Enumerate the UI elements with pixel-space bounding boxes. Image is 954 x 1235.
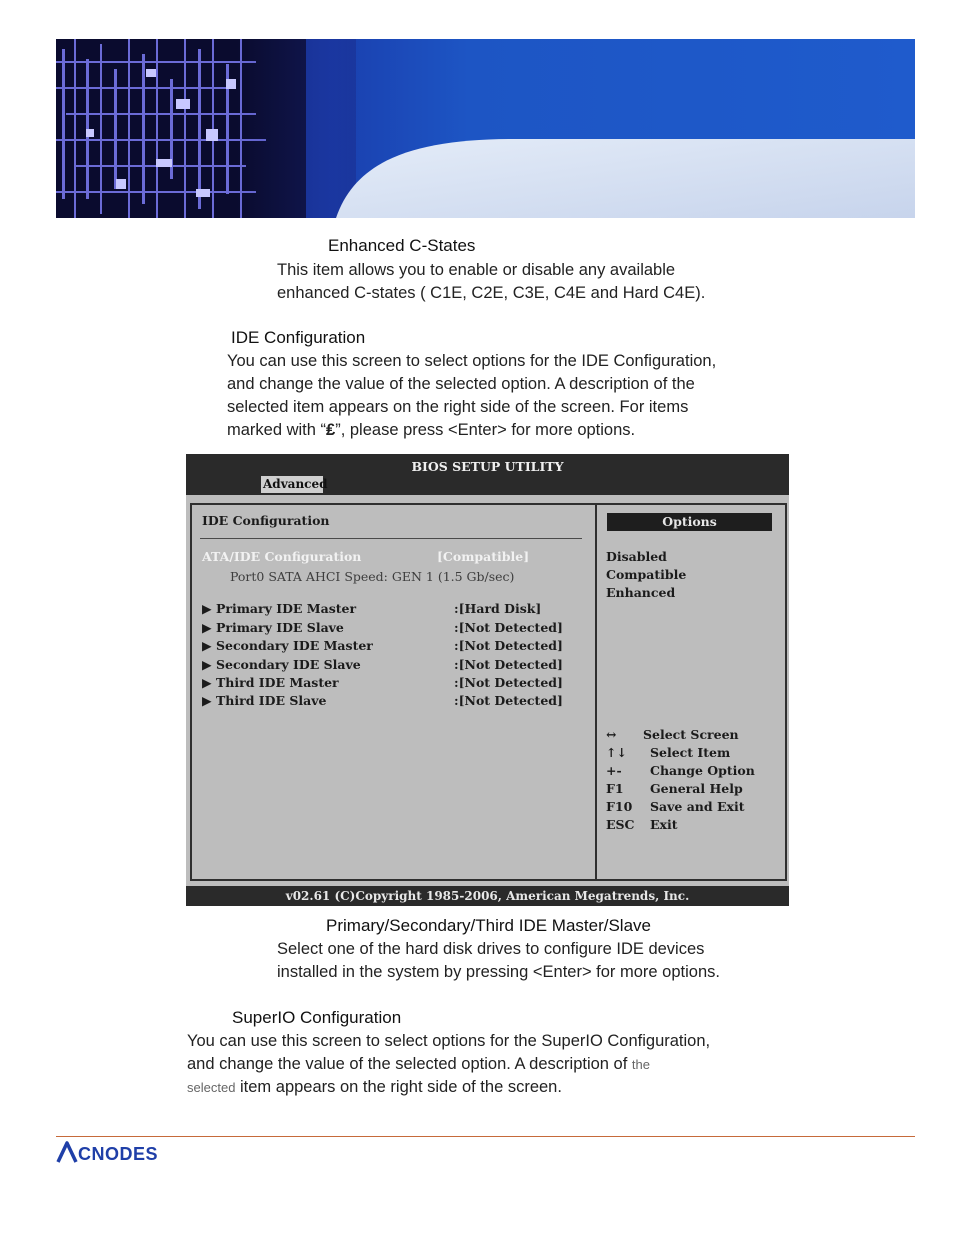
device-label: Third IDE Master — [215, 675, 339, 690]
text-line — [187, 1076, 710, 1099]
svg-text:CNODES: CNODES — [78, 1144, 159, 1164]
key-desc: General Help — [650, 781, 743, 796]
device-label: Secondary IDE Slave — [215, 657, 361, 672]
text-fragment: selected — [187, 1080, 236, 1095]
c-states-heading: Enhanced C-States — [328, 236, 476, 255]
device-value: :[Not Detected] — [454, 675, 563, 690]
ata-ide-config-label[interactable]: ATA/IDE Configuration — [202, 549, 362, 564]
key-arrows-lr: ↔ — [606, 727, 617, 742]
header-banner — [56, 39, 915, 218]
text-fragment: marked with “ — [227, 421, 327, 439]
acnodes-logo — [56, 1140, 216, 1164]
key-desc: Select Item — [650, 745, 731, 760]
bios-panel-title: IDE Configuration — [202, 513, 330, 528]
device-row-primary-master[interactable]: ▶ Primary IDE Master — [202, 601, 357, 616]
device-value: :[Not Detected] — [454, 693, 563, 708]
key-desc: Select Screen — [643, 727, 739, 742]
options-header: Options — [607, 513, 772, 531]
key-esc: ESC — [606, 817, 635, 832]
device-row-third-master[interactable]: ▶ Third IDE Master — [202, 675, 339, 690]
key-desc: Change Option — [650, 763, 755, 778]
text-line: installed in the system by pressing <Enter> for more options. — [277, 963, 720, 981]
bios-screenshot — [186, 454, 789, 906]
divider — [200, 538, 582, 539]
bios-help-panel — [595, 503, 787, 881]
device-value: :[Not Detected] — [454, 620, 563, 635]
bios-main-panel — [190, 503, 597, 881]
superio-heading: SuperIO Configuration — [232, 1008, 402, 1027]
device-label: Primary IDE Master — [215, 601, 357, 616]
key-arrows-ud: ↑↓ — [606, 745, 627, 760]
device-value: :[Hard Disk] — [454, 601, 542, 616]
text-line — [227, 419, 716, 442]
key-desc: Exit — [650, 817, 678, 832]
text-line: You can use this screen to select options for the IDE Configuration, — [227, 352, 717, 370]
master-slave-heading: Primary/Secondary/Third IDE Master/Slave — [326, 916, 651, 935]
key-desc: Save and Exit — [650, 799, 745, 814]
text-line: You can use this screen to select options for the SuperIO Configuration, — [187, 1032, 711, 1050]
bios-title-bar — [186, 454, 789, 495]
banner-wave-graphic — [56, 39, 915, 218]
footer-rule — [56, 1136, 915, 1137]
superio-description — [187, 1030, 710, 1099]
device-row-secondary-slave[interactable]: ▶ Secondary IDE Slave — [202, 657, 361, 672]
device-value: :[Not Detected] — [454, 638, 563, 653]
port-speed-info: Port0 SATA AHCI Speed: GEN 1 (1.5 Gb/sec) — [230, 569, 515, 584]
text-line: Select one of the hard disk drives to configure IDE devices — [277, 940, 705, 958]
submenu-symbol: ₤ — [326, 421, 336, 439]
option-disabled[interactable]: Disabled — [606, 549, 667, 564]
text-fragment: and change the value of the selected option. A description of — [187, 1055, 628, 1073]
option-compatible[interactable]: Compatible — [606, 567, 687, 582]
text-line — [187, 1053, 710, 1076]
text-line: enhanced C-states ( C1E, C2E, C3E, C4E and Hard C4E). — [277, 284, 706, 302]
device-label: Third IDE Slave — [215, 693, 327, 708]
device-value: :[Not Detected] — [454, 657, 563, 672]
key-plus-minus: +- — [606, 763, 622, 778]
device-label: Secondary IDE Master — [215, 638, 373, 653]
option-enhanced[interactable]: Enhanced — [606, 585, 676, 600]
text-fragment: item appears on the right side of the screen. — [235, 1078, 562, 1096]
device-row-third-slave[interactable]: ▶ Third IDE Slave — [202, 693, 327, 708]
bios-copyright: v02.61 (C)Copyright 1985-2006, American Megatrends, Inc. — [186, 886, 789, 906]
text-line: This item allows you to enable or disable any available — [277, 261, 676, 279]
device-row-secondary-master[interactable]: ▶ Secondary IDE Master — [202, 638, 373, 653]
ata-ide-config-value[interactable]: [Compatible] — [437, 549, 530, 564]
text-line: selected item appears on the right side of the screen. For items — [227, 398, 689, 416]
text-line: and change the value of the selected option. A description of the — [227, 375, 695, 393]
text-fragment: ”, please press <Enter> for more options. — [335, 421, 636, 439]
bios-title: BIOS SETUP UTILITY — [411, 459, 564, 474]
device-label: Primary IDE Slave — [215, 620, 344, 635]
master-slave-description — [277, 938, 720, 984]
device-row-primary-slave[interactable]: ▶ Primary IDE Slave — [202, 620, 344, 635]
ide-config-heading: IDE Configuration — [231, 328, 366, 347]
tab-advanced[interactable]: Advanced — [263, 477, 328, 491]
key-f1: F1 — [606, 781, 624, 796]
c-states-description — [277, 259, 705, 305]
ide-config-description — [227, 350, 716, 442]
key-f10: F10 — [606, 799, 633, 814]
text-fragment: the — [631, 1057, 650, 1072]
